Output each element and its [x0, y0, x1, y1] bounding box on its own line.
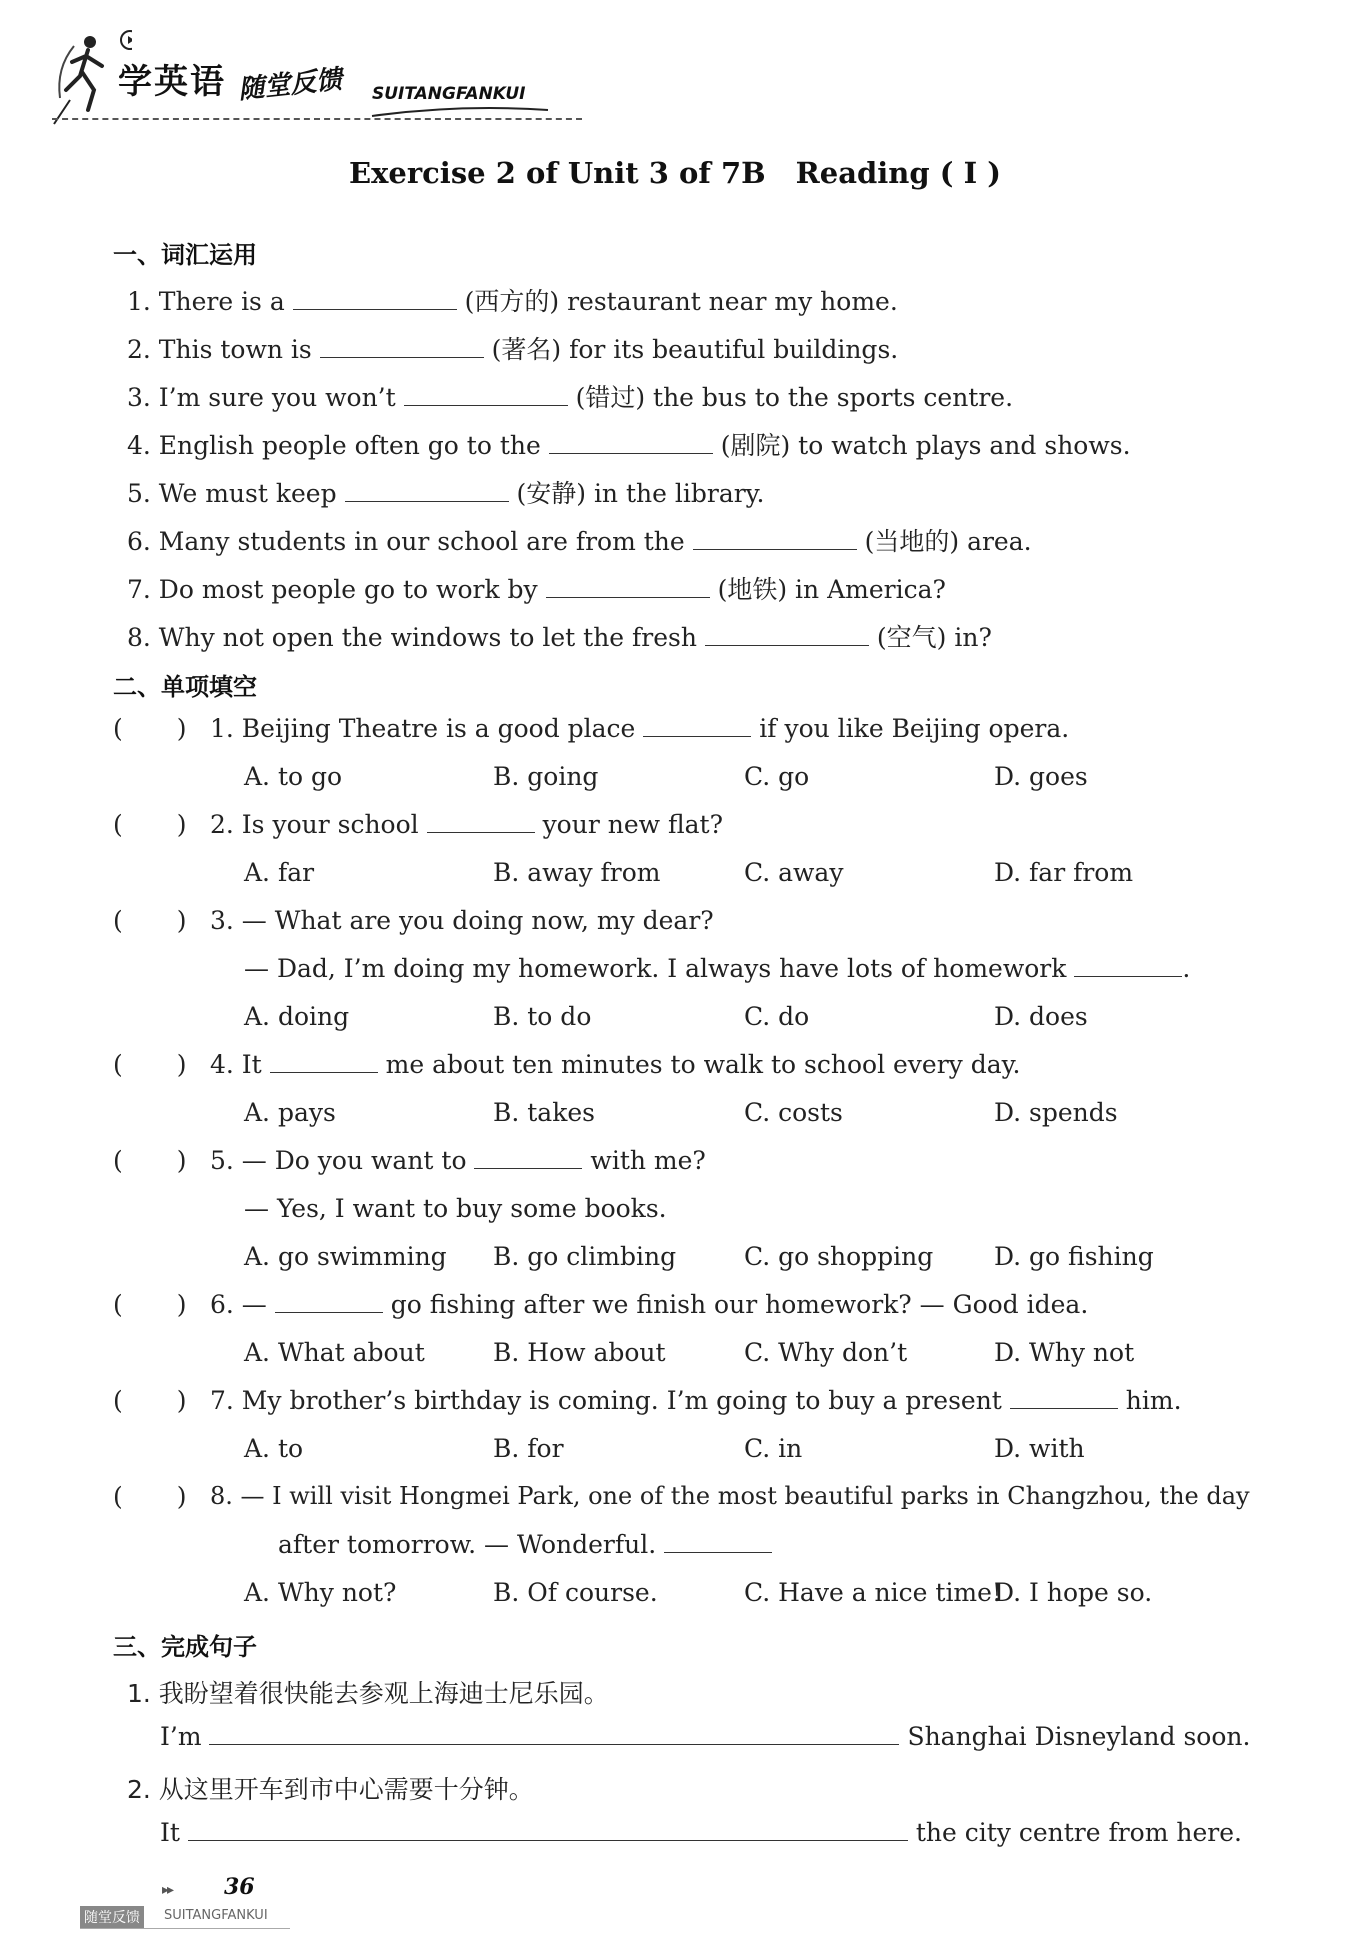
answer-paren-3[interactable]: ( ) [113, 906, 187, 935]
title-reading: Reading ( Ⅰ ) [795, 156, 1001, 190]
sentence-1: I’m Shanghai Disneyland soon. [160, 1722, 1251, 1751]
mc7-option-a[interactable]: A. to [244, 1434, 304, 1463]
vocab-blank-3[interactable] [404, 383, 568, 406]
mc8-option-a[interactable]: A. Why not? [244, 1578, 397, 1607]
logo-pinyin: SUITANGFANKUI [372, 84, 526, 104]
mc-question-5: 5. — Do you want to with me? [210, 1146, 706, 1175]
header-divider [52, 118, 582, 120]
section-heading-vocabulary: 一、词汇运用 [113, 241, 257, 269]
mc3-option-d[interactable]: D. does [994, 1002, 1088, 1031]
vocab-blank-5[interactable] [345, 479, 509, 502]
answer-paren-6[interactable]: ( ) [113, 1290, 187, 1319]
mc3-option-b[interactable]: B. to do [493, 1002, 592, 1031]
title-main: Exercise 2 of Unit 3 of 7B [349, 156, 766, 190]
mc8-option-c[interactable]: C. Have a nice time! [744, 1578, 1002, 1607]
mc2-option-c[interactable]: C. away [744, 858, 844, 887]
header-logo [52, 28, 612, 128]
mc4-option-c[interactable]: C. costs [744, 1098, 843, 1127]
section-heading-complete-sentences: 三、完成句子 [113, 1633, 257, 1661]
mc2-option-a[interactable]: A. far [244, 858, 315, 887]
page-number: 36 [224, 1874, 255, 1900]
answer-paren-8[interactable]: ( ) [113, 1482, 187, 1511]
mc-question-5-line2: — Yes, I want to buy some books. [244, 1194, 667, 1223]
mc8-option-d[interactable]: D. I hope so. [994, 1578, 1153, 1607]
mc6-option-a[interactable]: A. What about [244, 1338, 425, 1367]
mc7-option-d[interactable]: D. with [994, 1434, 1085, 1463]
mc-question-2: 2. Is your school your new flat? [210, 810, 724, 839]
mc6-option-b[interactable]: B. How about [493, 1338, 666, 1367]
mc5-option-a[interactable]: A. go swimming [244, 1242, 447, 1271]
mc6-option-d[interactable]: D. Why not [994, 1338, 1135, 1367]
sentence-blank-1[interactable] [209, 1722, 899, 1745]
mc-question-4: 4. It me about ten minutes to walk to school every day. [210, 1050, 1021, 1079]
vocab-item-1: 1. There is a (西方的) restaurant near my home. [127, 287, 898, 316]
mc-blank-7 [1010, 1386, 1118, 1409]
mc-blank-6 [275, 1290, 383, 1313]
mc5-option-c[interactable]: C. go shopping [744, 1242, 934, 1271]
answer-paren-1[interactable]: ( ) [113, 714, 187, 743]
mc-blank-3 [1074, 954, 1182, 977]
vocab-item-4: 4. English people often go to the (剧院) to watch plays and shows. [127, 431, 1131, 460]
mc-blank-5 [474, 1146, 582, 1169]
mc-blank-4 [270, 1050, 378, 1073]
mc-question-7: 7. My brother’s birthday is coming. I’m going to buy a present him. [210, 1386, 1182, 1415]
mc-question-1: 1. Beijing Theatre is a good place if you like Beijing opera. [210, 714, 1070, 743]
vocab-blank-8[interactable] [705, 623, 869, 646]
vocab-blank-6[interactable] [693, 527, 857, 550]
vocab-item-7: 7. Do most people go to work by (地铁) in America? [127, 575, 946, 604]
mc1-option-d[interactable]: D. goes [994, 762, 1088, 791]
mc5-option-b[interactable]: B. go climbing [493, 1242, 677, 1271]
mc1-option-a[interactable]: A. to go [244, 762, 343, 791]
mc3-option-a[interactable]: A. doing [244, 1002, 350, 1031]
section-heading-multiple-choice: 二、单项填空 [113, 673, 257, 701]
mc-question-8-line2: after tomorrow. — Wonderful. [278, 1530, 772, 1559]
footer-pinyin: SUITANGFANKUI [164, 1908, 268, 1923]
mc4-option-d[interactable]: D. spends [994, 1098, 1118, 1127]
logo-subtitle: 随堂反馈 [236, 64, 344, 106]
sentence-2-chinese: 2. 从这里开车到市中心需要十分钟。 [127, 1775, 534, 1804]
mc1-option-c[interactable]: C. go [744, 762, 810, 791]
vocab-blank-7[interactable] [546, 575, 710, 598]
mc6-option-c[interactable]: C. Why don’t [744, 1338, 908, 1367]
mc7-option-b[interactable]: B. for [493, 1434, 564, 1463]
answer-paren-2[interactable]: ( ) [113, 810, 187, 839]
logo-title: 学英语 [118, 62, 226, 102]
mc-question-8: 8. — I will visit Hongmei Park, one of the most beautiful parks in Changzhou, the day [210, 1482, 1250, 1510]
vocab-blank-2[interactable] [320, 335, 484, 358]
footer-arrow-icon: ▸▸ [162, 1882, 173, 1898]
vocab-blank-4[interactable] [549, 431, 713, 454]
mc5-option-d[interactable]: D. go fishing [994, 1242, 1154, 1271]
mc3-option-c[interactable]: C. do [744, 1002, 810, 1031]
mc-question-6: 6. — go fishing after we finish our homework? — Good idea. [210, 1290, 1089, 1319]
vocab-item-3: 3. I’m sure you won’t (错过) the bus to the sports centre. [127, 383, 1014, 412]
vocab-item-2: 2. This town is (著名) for its beautiful buildings. [127, 335, 899, 364]
mc2-option-d[interactable]: D. far from [994, 858, 1134, 887]
mc7-option-c[interactable]: C. in [744, 1434, 803, 1463]
mc4-option-a[interactable]: A. pays [244, 1098, 336, 1127]
mc-blank-8 [664, 1530, 772, 1553]
mc-question-3: 3. — What are you doing now, my dear? [210, 906, 714, 935]
mc8-option-b[interactable]: B. Of course. [493, 1578, 658, 1607]
vocab-blank-1[interactable] [293, 287, 457, 310]
vocab-item-8: 8. Why not open the windows to let the fresh (空气) in? [127, 623, 992, 652]
footer-divider [80, 1928, 290, 1929]
mc-blank-2 [427, 810, 535, 833]
answer-paren-4[interactable]: ( ) [113, 1050, 187, 1079]
sentence-1-chinese: 1. 我盼望着很快能去参观上海迪士尼乐园。 [127, 1679, 609, 1708]
answer-paren-5[interactable]: ( ) [113, 1146, 187, 1175]
sentence-2: It the city centre from here. [160, 1818, 1242, 1847]
mc4-option-b[interactable]: B. takes [493, 1098, 595, 1127]
sentence-blank-2[interactable] [188, 1818, 908, 1841]
mc-blank-1 [643, 714, 751, 737]
vocab-item-6: 6. Many students in our school are from the (当地的) area. [127, 527, 1032, 556]
mc-question-3-line2: — Dad, I’m doing my homework. I always have lots of homework . [244, 954, 1191, 983]
mc1-option-b[interactable]: B. going [493, 762, 599, 791]
vocab-item-5: 5. We must keep (安静) in the library. [127, 479, 765, 508]
mc2-option-b[interactable]: B. away from [493, 858, 661, 887]
answer-paren-7[interactable]: ( ) [113, 1386, 187, 1415]
footer-logo: 随堂反馈 [80, 1906, 144, 1928]
page-title [0, 156, 1350, 190]
